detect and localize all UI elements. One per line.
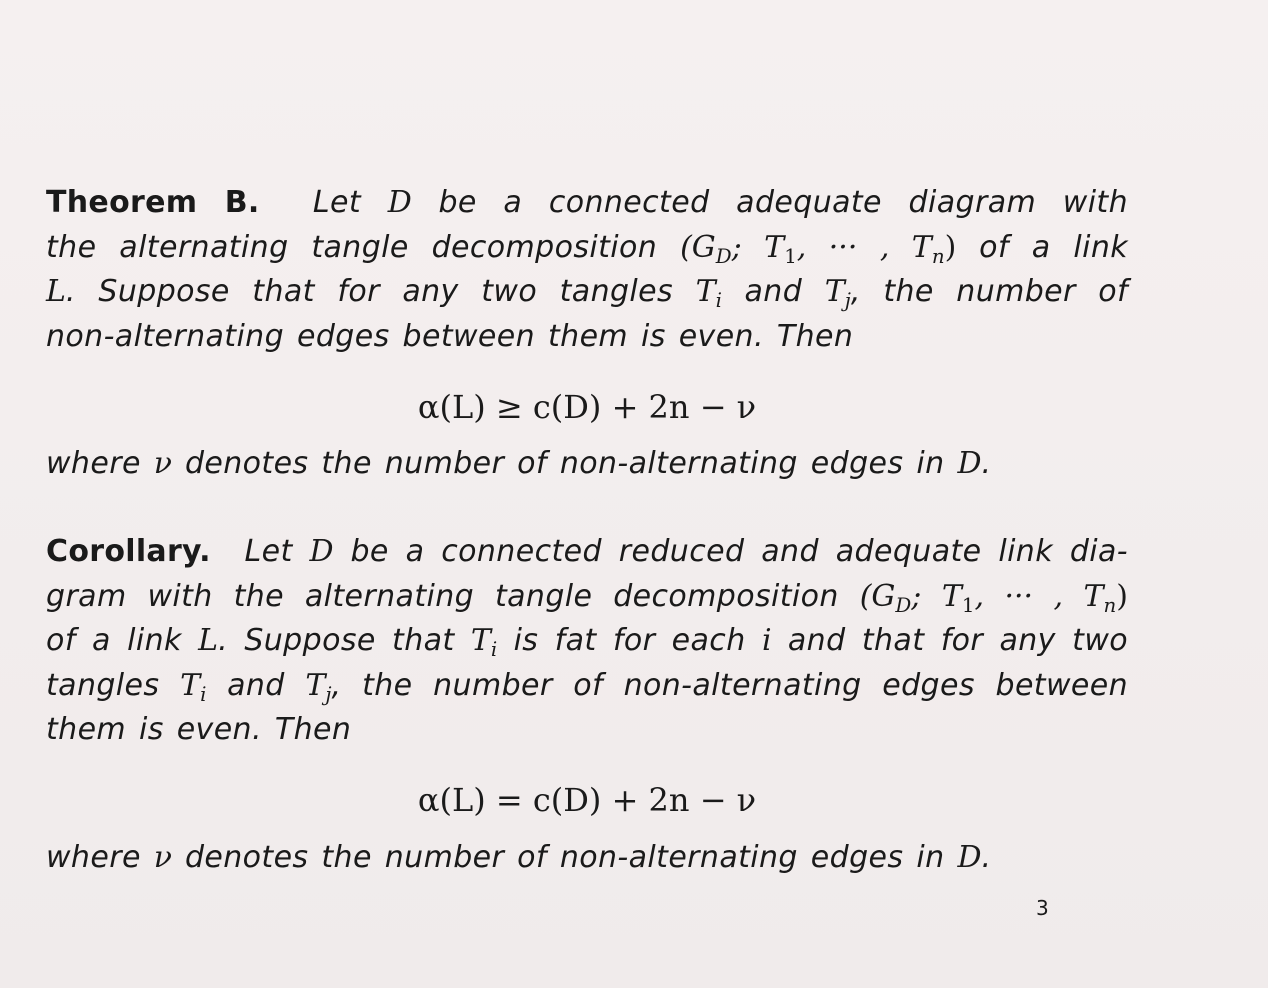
corollary-text: Let	[244, 534, 293, 569]
corollary-text: and	[227, 667, 285, 703]
corollary-block	[46, 530, 1128, 753]
math-ti: $T_i$	[695, 274, 722, 312]
theorem-line-2	[46, 226, 1128, 271]
corollary-text: tangles	[46, 667, 160, 703]
page-number: 3	[1036, 896, 1049, 920]
theorem-line-4: non-alternating edges between them is even. Then	[46, 318, 854, 354]
theorem-text: be a connected adequate diagram with	[438, 185, 1129, 220]
theorem-text: the alternating tangle decomposition	[46, 229, 658, 265]
math-var: L	[198, 623, 219, 658]
theorem-text: . Suppose that for any two tangles	[65, 274, 674, 309]
corollary-label: Corollary.	[46, 534, 211, 569]
math-var: D	[309, 534, 334, 569]
corollary-line-3	[46, 619, 1128, 664]
corollary-text: , the number of non-alternating edges between	[331, 667, 1129, 703]
theorem-line-1	[46, 181, 1128, 226]
corollary-line-4	[46, 664, 1128, 709]
corollary-text: of a link	[46, 623, 182, 658]
math-tj: $T_j$	[824, 274, 851, 312]
corollary-line-1	[46, 530, 1128, 575]
theorem-formula: α(L) ≥ c(D) + 2n − ν	[417, 388, 757, 426]
math-tuple: ($G_D$; $T_1$, ··· , $T_n$)	[859, 578, 1128, 617]
corollary-line-5: them is even. Then	[46, 712, 352, 747]
corollary-where-line: where ν denotes the number of non-alternating edges in D.	[46, 840, 992, 875]
theorem-where-line: where ν denotes the number of non-alternating edges in D.	[46, 446, 992, 481]
corollary-text: . Suppose that	[218, 623, 455, 658]
corollary-text: and that for any two	[787, 623, 1129, 658]
corollary-text: be a connected reduced and adequate link dia-	[350, 534, 1129, 569]
math-var: D	[387, 185, 412, 220]
theorem-text: and	[744, 274, 803, 309]
corollary-text: is fat for each	[513, 623, 746, 658]
math-var: L	[46, 274, 66, 309]
math-var: i	[761, 623, 772, 658]
math-tuple: ($G_D$; $T_1$, ··· , $T_n$)	[680, 229, 957, 268]
theorem-label: Theorem B.	[46, 185, 260, 220]
theorem-text: of a link	[979, 229, 1129, 265]
theorem-text: Let	[312, 185, 362, 220]
corollary-text: gram with the alternating tangle decomposition	[46, 578, 839, 614]
corollary-line-2	[46, 575, 1128, 620]
math-ti: $T_i$	[470, 623, 498, 661]
theorem-line-3	[46, 270, 1128, 315]
theorem-text: , the number of	[850, 274, 1129, 309]
theorem-block	[46, 181, 1128, 359]
math-tj: $T_j$	[305, 667, 332, 706]
math-ti: $T_i$	[180, 667, 207, 706]
corollary-formula: α(L) = c(D) + 2n − ν	[417, 781, 757, 819]
